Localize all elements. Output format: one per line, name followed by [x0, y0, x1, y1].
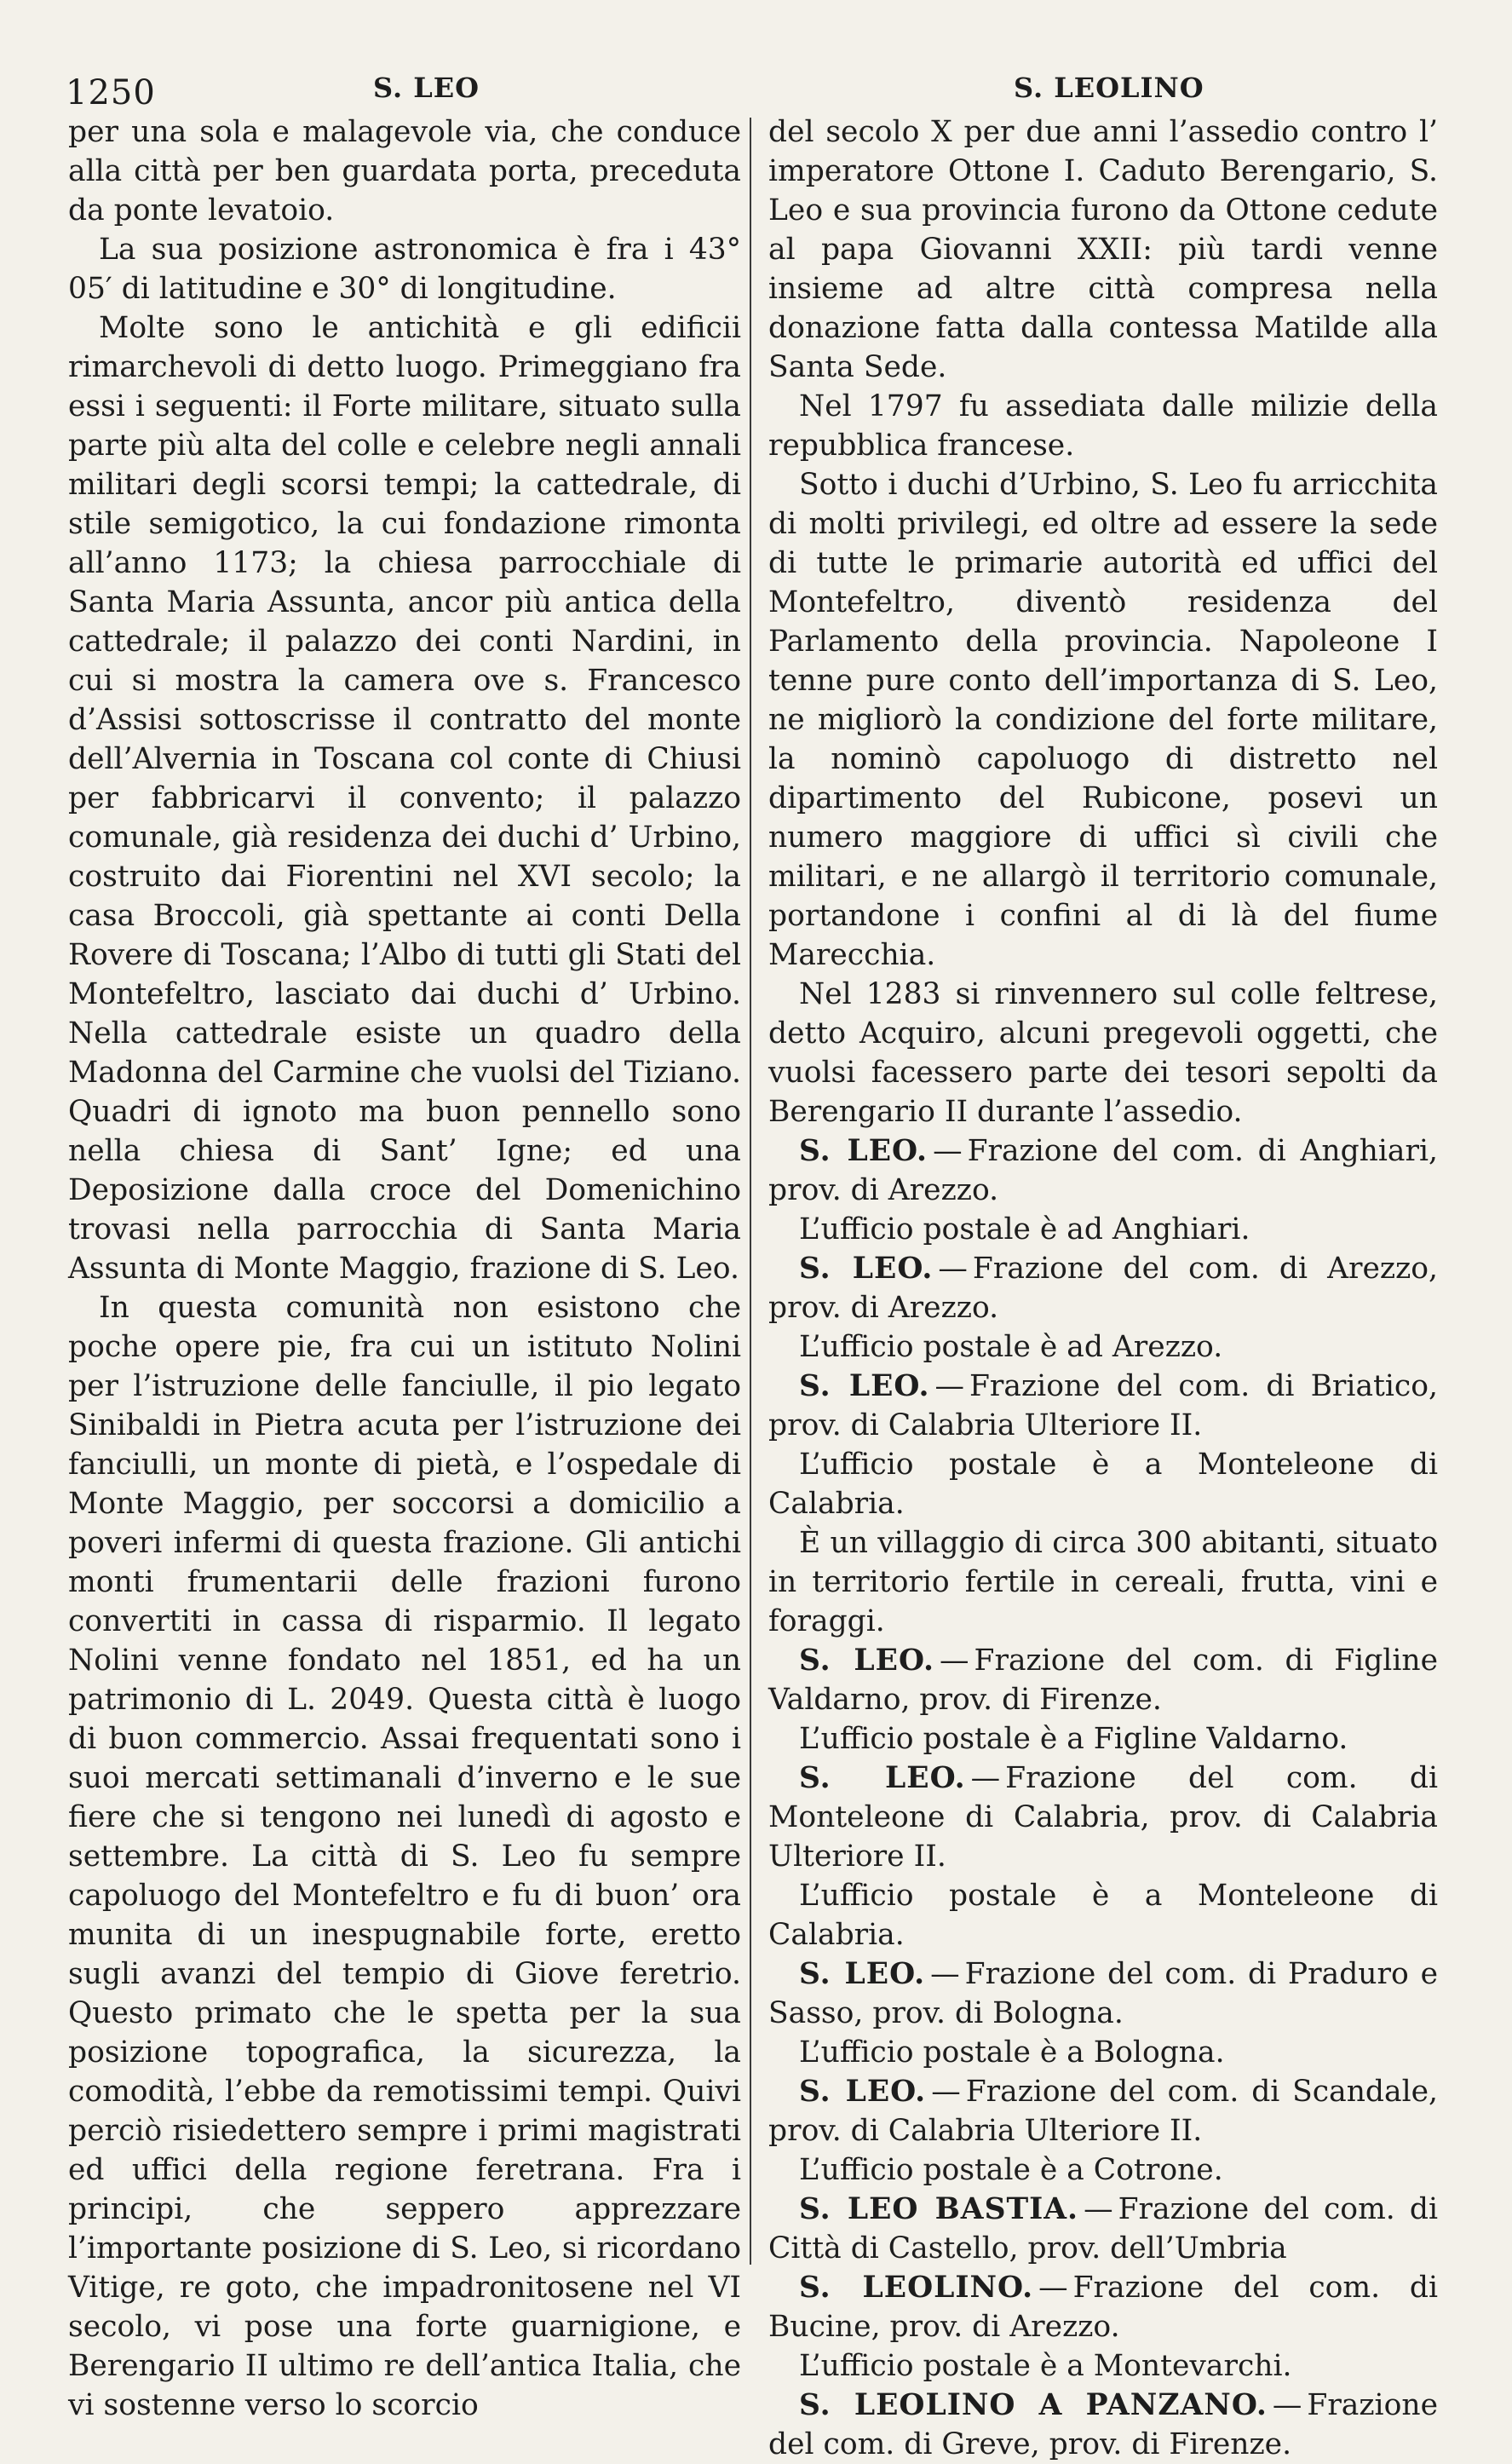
entry-text: Frazione del com. di Arezzo, prov. di Arezzo.: [768, 1252, 1439, 1325]
entry-text: L’ufficio postale è a Cotrone.: [799, 2153, 1223, 2187]
entry-note: [768, 1210, 1438, 1249]
entry-headword: S. LEO BASTIA.: [799, 2192, 1079, 2226]
left-running-head: S. LEO: [373, 72, 480, 104]
entry-text: È un villaggio di circa 300 abitanti, situato in territorio fertile in cereali, frutta, vini e foraggi.: [768, 1526, 1438, 1638]
entry-text: L’ufficio postale è a Figline Valdarno.: [799, 1722, 1348, 1756]
right-running-head: S. LEOLINO: [1014, 72, 1204, 104]
entry-text: Frazione del com. di Greve, prov. di Firenze.: [768, 2388, 1438, 2461]
gazetteer-entry: [768, 1759, 1438, 1876]
entry-headword: S. LEOLINO A PANZANO.: [799, 2388, 1268, 2422]
entry-text: Frazione del com. di Briatico, prov. di Calabria Ulteriore II.: [768, 1369, 1438, 1442]
left-paragraph: La sua posizione astronomica è fra i 43° 05′ di latitudine e 30° di longitudine.: [68, 233, 741, 306]
gazetteer-entry: [768, 1249, 1438, 1327]
gazetteer-entry: [768, 1131, 1438, 1210]
entry-text: Frazione del com. di Figline Valdarno, prov. di Firenze.: [768, 1644, 1438, 1717]
entry-text: Frazione del com. di Monteleone di Calabria, prov. di Calabria Ulteriore II.: [768, 1761, 1438, 1874]
gazetteer-entry: [768, 2268, 1438, 2346]
entry-text: Frazione del com. di Anghiari, prov. di Arezzo.: [768, 1134, 1438, 1207]
em-dash: —: [930, 1957, 960, 1991]
em-dash: —: [1272, 2388, 1302, 2422]
entry-text: Frazione del com. di Praduro e Sasso, prov. di Bologna.: [768, 1957, 1438, 2030]
em-dash: —: [940, 1644, 969, 1678]
entry-text: L’ufficio postale è a Bologna.: [799, 2035, 1225, 2070]
em-dash: —: [1084, 2192, 1113, 2226]
entry-headword: S. LEO.: [799, 1761, 966, 1795]
entry-text: L’ufficio postale è ad Arezzo.: [799, 1330, 1223, 1364]
gazetteer-entry: [768, 2072, 1438, 2150]
page-number: 1250: [66, 73, 156, 112]
entry-text: Frazione del com. di Bucine, prov. di Arezzo.: [768, 2271, 1438, 2344]
entry-headword: S. LEO.: [799, 1252, 934, 1286]
left-paragraph: In questa comunità non esistono che poche opere pie, fra cui un istituto Nolini per l’istruzione delle fanciulle, il pio legato Sinibaldi in Pietra acuta per l’istruzione dei fanciulli, un monte di pietà, e l’ospedale di Monte Maggio, per soccorsi a domicilio a poveri infermi di questa frazione. Gli antichi monti frumentarii delle frazioni furono convertiti in cassa di risparmio. Il legato Nolini venne fondato nel 1851, ed ha un patrimonio di L. 2049. Questa città è luogo di buon commercio. Assai frequentati sono i suoi mercati settimanali d’inverno e le sue fiere che si tengono nei lunedì di agosto e settembre. La città di S. Leo fu sempre capoluogo del Montefeltro e fu di buon’ ora munita di un inespugnabile forte, eretto sugli avanzi del tempio di Giove feretrio. Questo primato che le spetta per la sua posizione topografica, la sicurezza, la comodità, l’ebbe da remotissimi tempi. Quivi perciò risiedettero sempre i primi magistrati ed uffici della regione feretrana. Fra i principi, che seppero apprezzare l’importante posizione di S. Leo, si ricordano Vitige, re goto, che impadronitosene nel VI secolo, vi pose una forte guarnigione, e Berengario II ultimo re dell’antica Italia, che vi sostenne verso lo scorcio: [68, 1291, 741, 2422]
gazetteer-entries: [768, 1131, 1438, 2464]
right-paragraph: Nel 1283 si rinvennero sul colle feltrese, detto Acquiro, alcuni pregevoli oggetti, che vuolsi facessero parte dei tesori sepolti da Berengario II durante l’assedio.: [768, 977, 1438, 1129]
right-paragraph: del secolo X per due anni l’assedio contro l’ imperatore Ottone I. Caduto Berengario, S. Leo e sua provincia furono da Ottone cedute al papa Giovanni XXII: più tardi venne insieme ad altre città compresa nella donazione fatta dalla contessa Matilde alla Santa Sede.: [768, 115, 1438, 384]
entry-headword: S. LEOLINO.: [799, 2271, 1034, 2305]
entry-headword: S. LEO.: [799, 1644, 935, 1678]
left-paragraph: Molte sono le antichità e gli edificii rimarchevoli di detto luogo. Primeggiano fra essi i seguenti: il Forte militare, situato sulla parte più alta del colle e celebre negli annali militari degli scorsi tempi; la cattedrale, di stile semigotico, la cui fondazione rimonta all’anno 1173; la chiesa parrocchiale di Santa Maria Assunta, ancor più antica della cattedrale; il palazzo dei conti Nardini, in cui si mostra la camera ove s. Francesco d’Assisi sottoscrisse il contratto del monte dell’Alvernia in Toscana col conte di Chiusi per fabbricarvi il convento; il palazzo comunale, già residenza dei duchi d’ Urbino, costruito dai Fiorentini nel XVI secolo; la casa Broccoli, già spettante ai conti Della Rovere di Toscana; l’Albo di tutti gli Stati del Montefeltro, lasciato dai duchi d’ Urbino. Nella cattedrale esiste un quadro della Madonna del Carmine che vuolsi del Tiziano. Quadri di ignoto ma buon pennello sono nella chiesa di Sant’ Igne; ed una Deposizione dalla croce del Domenichino trovasi nella parrocchia di Santa Maria Assunta di Monte Maggio, frazione di S. Leo.: [68, 311, 741, 1286]
entry-note: [768, 1876, 1438, 1955]
gazetteer-entry: [768, 1641, 1438, 1719]
right-paragraph: Nel 1797 fu assediata dalle milizie della repubblica francese.: [768, 389, 1438, 463]
entry-headword: S. LEO.: [799, 2075, 927, 2109]
entry-headword: S. LEO.: [799, 1957, 926, 1991]
entry-text: Frazione del com. di Città di Castello, prov. dell’Umbria: [768, 2192, 1438, 2265]
em-dash: —: [1038, 2271, 1068, 2305]
em-dash: —: [934, 1369, 964, 1403]
column-divider: [750, 118, 751, 2265]
gazetteer-entry: [768, 2386, 1438, 2464]
entry-headword: S. LEO.: [799, 1369, 930, 1403]
entry-note: [768, 2346, 1438, 2386]
gazetteer-entry: [768, 1367, 1438, 1445]
entry-text: L’ufficio postale è a Monteleone di Calabria.: [768, 1448, 1438, 1521]
gazetteer-entry: [768, 1955, 1438, 2033]
em-dash: —: [938, 1252, 968, 1286]
entry-text: L’ufficio postale è ad Anghiari.: [799, 1212, 1250, 1246]
entry-note: [768, 2150, 1438, 2190]
entry-text: L’ufficio postale è a Montevarchi.: [799, 2349, 1292, 2383]
entry-headword: S. LEO.: [799, 1134, 928, 1168]
entry-text: Frazione del com. di Scandale, prov. di Calabria Ulteriore II.: [768, 2075, 1438, 2148]
em-dash: —: [970, 1761, 1001, 1795]
entry-note: [768, 1327, 1438, 1367]
entry-note: [768, 1523, 1438, 1641]
entry-note: [768, 1719, 1438, 1759]
right-column: [768, 112, 1438, 2464]
entry-note: [768, 1445, 1438, 1523]
gazetteer-entry: [768, 2190, 1438, 2268]
em-dash: —: [933, 1134, 963, 1168]
entry-note: [768, 2033, 1438, 2072]
entry-text: L’ufficio postale è a Monteleone di Calabria.: [768, 1879, 1438, 1952]
em-dash: —: [931, 2075, 961, 2109]
right-paragraph: Sotto i duchi d’Urbino, S. Leo fu arricchita di molti privilegi, ed oltre ad essere la sede di tutte le primarie autorità ed uffici del Montefeltro, diventò residenza del Parlamento della provincia. Napoleone I tenne pure conto dell’importanza di S. Leo, ne migliorò la condizione del forte militare, la nominò capoluogo di distretto nel dipartimento del Rubicone, posevi un numero maggiore di uffici sì civili che militari, e ne allargò il territorio comunale, portandone i confini al di là del fiume Marecchia.: [768, 468, 1438, 972]
left-column: [68, 112, 741, 2425]
left-paragraph: per una sola e malagevole via, che conduce alla città per ben guardata porta, preceduta da ponte levatoio.: [68, 115, 741, 227]
